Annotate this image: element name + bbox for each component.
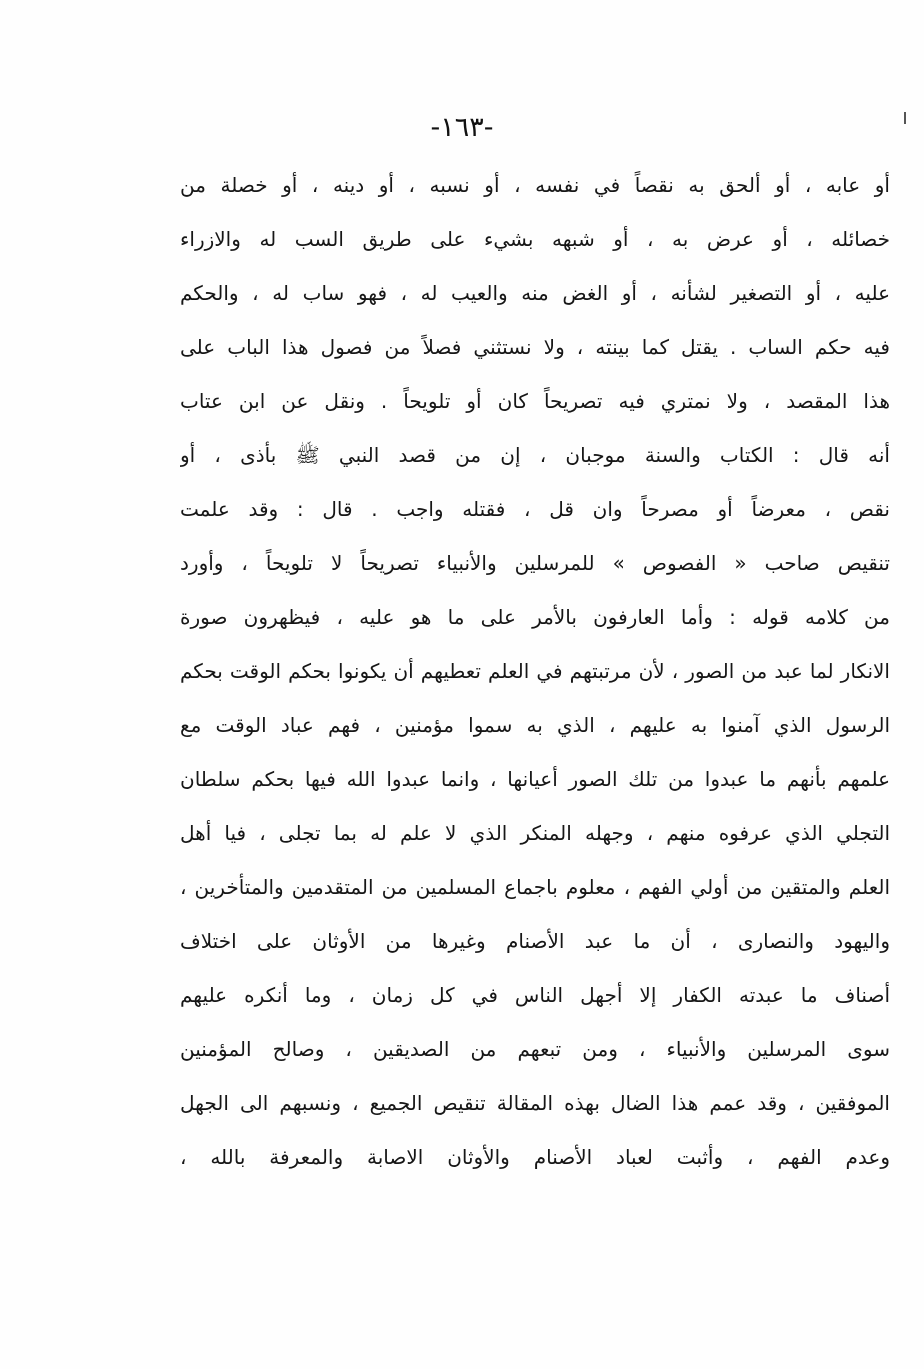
text-line: التجلي الذي عرفوه منهم ، وجهله المنكر الذي لا علم له بما تجلى ، فيا أهل [180, 821, 890, 845]
text-line: هذا المقصد ، ولا نمتري فيه تصريحاً كان أو تلويحاً . ونقل عن ابن عتاب [180, 389, 890, 413]
text-line: أو عابه ، أو ألحق به نقصاً في نفسه ، أو نسبه ، أو دينه ، أو خصلة من [180, 173, 890, 197]
text-line: الرسول الذي آمنوا به عليهم ، الذي به سموا مؤمنين ، فهم عباد الوقت مع [180, 713, 890, 737]
body-text [180, 158, 890, 1184]
text-line: خصائله ، أو عرض به ، أو شبهه بشيء على طريق السب له والازراء [180, 227, 890, 251]
text-line: تنقيص صاحب « الفصوص » للمرسلين والأنبياء تصريحاً لا تلويحاً ، وأورد [180, 551, 890, 575]
text-line: العلم والمتقين من أولي الفهم ، معلوم باجماع المسلمين من المتقدمين والمتأخرين ، [180, 875, 890, 899]
text-line: سوى المرسلين والأنبياء ، ومن تبعهم من الصديقين ، وصالح المؤمنين [180, 1037, 890, 1061]
text-line: من كلامه قوله : وأما العارفون بالأمر على ما هو عليه ، فيظهرون صورة [180, 605, 890, 629]
page-number: -١٦٣- [430, 112, 494, 143]
text-line: عليه ، أو التصغير لشأنه ، أو الغض منه والعيب له ، فهو ساب له ، والحكم [180, 281, 890, 305]
text-line: وعدم الفهم ، وأثبت لعباد الأصنام والأوثان الاصابة والمعرفة بالله ، [180, 1145, 890, 1169]
text-line: واليهود والنصارى ، أن ما عبد الأصنام وغيرها من الأوثان على اختلاف [180, 929, 890, 953]
text-line: الموفقين ، وقد عمم هذا الضال بهذه المقالة تنقيص الجميع ، ونسبهم الى الجهل [180, 1091, 890, 1115]
text-line: الانكار لما عبد من الصور ، لأن مرتبتهم في العلم تعطيهم أن يكونوا بحكم الوقت بحكم [180, 659, 890, 683]
text-line: فيه حكم الساب . يقتل كما بينته ، ولا نستثني فصلاً من فصول هذا الباب على [180, 335, 890, 359]
text-line: أنه قال : الكتاب والسنة موجبان ، إن من قصد النبي ﷺ بأذى ، أو [180, 443, 890, 467]
margin-mark [904, 112, 906, 124]
text-line: نقص ، معرضاً أو مصرحاً وان قل ، فقتله واجب . قال : وقد علمت [180, 497, 890, 521]
text-line: أصناف ما عبدته الكفار إلا أجهل الناس في كل زمان ، وما أنكره عليهم [180, 983, 890, 1007]
text-line: علمهم بأنهم ما عبدوا من تلك الصور أعيانها ، وانما عبدوا الله فيها بحكم سلطان [180, 767, 890, 791]
